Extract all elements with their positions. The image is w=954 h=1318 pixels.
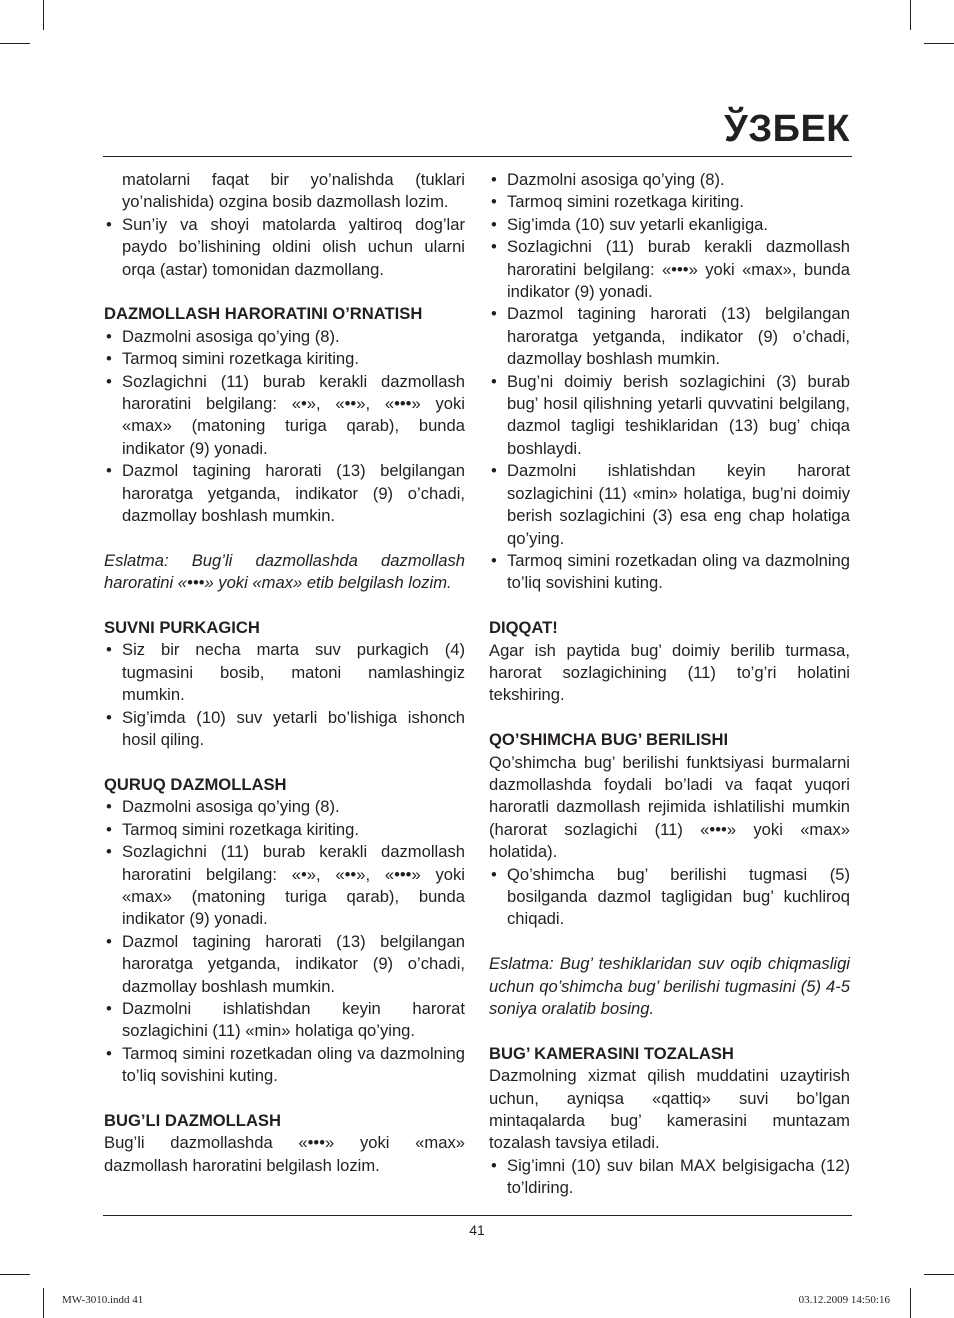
list-item: • Dazmol tagining harorati (13) belgilangan haroratga yetganda, indikator (9) o’chadi, dazmollay boshlash mumkin. — [104, 931, 465, 998]
continuation-paragraph: matolarni faqat bir yo’nalishda (tuklari yo’nalishida) ozgina bosib dazmollash lozim. — [122, 170, 465, 212]
left-column — [104, 169, 465, 1177]
list-item: • Bug’ni doimiy berish sozlagichini (3) burab bug’ hosil qilishning yetarli quvvatini belgilang, dazmol tagligi teshiklaridan (13) bug’ chiqa boshlaydi. — [489, 371, 850, 461]
list-item: • Siz bir necha marta suv purkagich (4) tugmasini bosib, matoni namlashingiz mumkin. — [104, 639, 465, 706]
header-rule — [103, 156, 852, 157]
paragraph: Qo’shimcha bug’ berilishi funktsiyasi burmalarni dazmollashda foydali bo’ladi va faqat yuqori haroratli dazmollash rejimida ishlatilishi mumkin (harorat sozlagichi (11) «•••» yoki «max» holatida). — [489, 752, 850, 862]
list-item: • Sozlagichni (11) burab kerakli dazmollash haroratini belgilang: «•», «••», «•••» yoki «max» (matoning turiga qarab), bunda indikator (9) yonadi. — [104, 371, 465, 461]
footer-rule — [103, 1215, 852, 1216]
list-item: • Dazmol tagining harorati (13) belgilangan haroratga yetganda, indikator (9) o’chadi, dazmollay boshlash mumkin. — [489, 303, 850, 370]
list-item: • Dazmolni ishlatishdan keyin harorat sozlagichini (11) «min» holatiga, bug’ni doimiy berish sozlagichini (3) esa eng chap holatiga qo’ying. — [489, 460, 850, 550]
paragraph: Agar ish paytida bug’ doimiy berilib turmasa, harorat sozlagichining (11) to’g’ri holatini tekshiring. — [489, 640, 850, 705]
list-item: • Sozlagichni (11) burab kerakli dazmollash haroratini belgilang: «•», «••», «•••» yoki «max» (matoning turiga qarab), bunda indikator (9) yonadi. — [104, 841, 465, 931]
right-column — [489, 169, 850, 1200]
list-item: • Qo’shimcha bug’ berilishi tugmasi (5) bosilganda dazmol tagligidan bug’ kuchliroq chiqadi. — [489, 864, 850, 931]
note: Eslatma: Bug’li dazmollashda dazmollash haroratini «•••» yoki «max» etib belgilash lozim. — [104, 550, 465, 593]
bullet-list — [104, 796, 465, 1087]
section-heading: QURUQ DAZMOLLASH — [104, 774, 287, 794]
list-item: • Dazmolni ishlatishdan keyin harorat sozlagichini (11) «min» holatiga qo’ying. — [104, 998, 465, 1043]
list-item: • Tarmoq simini rozetkaga kiriting. — [104, 819, 465, 841]
crop-mark — [910, 1288, 911, 1318]
section-heading: DAZMOLLASH HARORATINI O’RNATISH — [104, 304, 423, 324]
list-item: • Dazmolni asosiga qo’ying (8). — [104, 796, 465, 818]
bullet-list — [489, 864, 850, 931]
paragraph: Dazmolning xizmat qilish muddatini uzaytirish uchun, ayniqsa «qattiq» suvi bo’lgan mintaqalarda bug’ kamerasini muntazam tozalash tavsiya etiladi. — [489, 1066, 850, 1153]
list-item: • Dazmolni asosiga qo’ying (8). — [104, 326, 465, 348]
crop-mark — [0, 1274, 30, 1275]
list-item: • Sig’imda (10) suv yetarli ekanligiga. — [489, 214, 850, 236]
crop-mark — [924, 43, 954, 44]
section-heading: SUVNI PURKAGICH — [104, 618, 260, 638]
list-item: • Sig’imni (10) suv bilan MAX belgisigacha (12) to’ldiring. — [489, 1155, 850, 1200]
language-title: ЎЗБЕК — [724, 108, 850, 150]
note: Eslatma: Bug’ teshiklaridan suv oqib chiqmasligi uchun qo’shimcha bug’ berilishi tugmasini (5) 4-5 soniya oralatib bosing. — [489, 954, 850, 1018]
list-item: • Tarmoq simini rozetkaga kiriting. — [489, 191, 850, 213]
list-item: • Sozlagichni (11) burab kerakli dazmollash haroratini belgilang: «•••» yoki «max», bunda indikator (9) yonadi. — [489, 236, 850, 303]
list-item: • Tarmoq simini rozetkaga kiriting. — [104, 348, 465, 370]
list-item: • Tarmoq simini rozetkadan oling va dazmolning to’liq sovishini kuting. — [104, 1043, 465, 1088]
bullet-list — [104, 639, 465, 751]
bullet-list — [489, 1155, 850, 1200]
section-heading: BUG’LI DAZMOLLASH — [104, 1110, 281, 1130]
list-item: • Dazmolni asosiga qo’ying (8). — [489, 169, 850, 191]
page-number: 41 — [469, 1222, 485, 1238]
slug-filename: MW-3010.indd 41 — [62, 1294, 144, 1306]
slug-timestamp: 03.12.2009 14:50:16 — [798, 1294, 890, 1306]
crop-mark — [43, 1288, 44, 1318]
intro-bullet-list — [104, 214, 465, 281]
crop-mark — [43, 0, 44, 30]
list-item: • Sig’imda (10) suv yetarli bo’lishiga ishonch hosil qiling. — [104, 707, 465, 752]
list-item: • Dazmol tagining harorati (13) belgilangan haroratga yetganda, indikator (9) o’chadi, dazmollay boshlash mumkin. — [104, 460, 465, 527]
section-heading: QO’SHIMCHA BUG’ BERILISHI — [489, 730, 729, 750]
section-heading: BUG’ KAMERASINI TOZALASH — [489, 1043, 734, 1063]
list-item: • Tarmoq simini rozetkadan oling va dazmolning to’liq sovishini kuting. — [489, 550, 850, 595]
paragraph: Bug’li dazmollashda «•••» yoki «max» dazmollash haroratini belgilash lozim. — [104, 1133, 465, 1175]
crop-mark — [924, 1274, 954, 1275]
list-item: • Sun’iy va shoyi matolarda yaltiroq dog’lar paydo bo’lishining oldini olish uchun ularni orqa (astar) tomonidan dazmollang. — [104, 214, 465, 281]
bullet-list — [104, 326, 465, 528]
bullet-list — [489, 169, 850, 595]
crop-mark — [910, 0, 911, 30]
crop-mark — [0, 43, 30, 44]
warning-heading: DIQQAT! — [489, 618, 558, 638]
